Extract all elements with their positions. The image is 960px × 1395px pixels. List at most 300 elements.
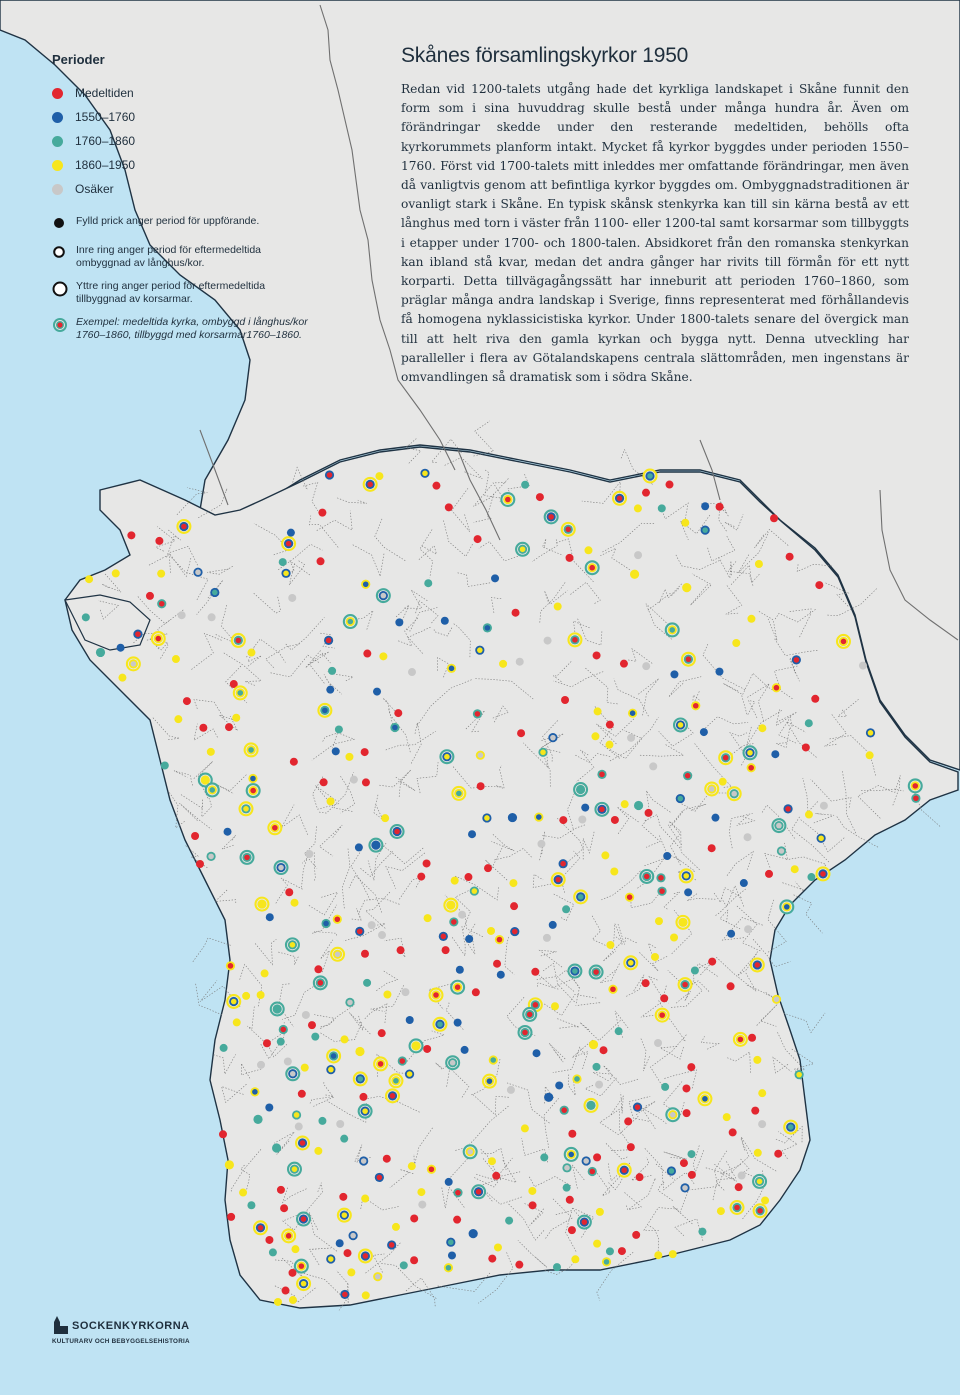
church-marker — [296, 1276, 311, 1291]
church-marker — [445, 1055, 460, 1070]
church-marker — [507, 1086, 515, 1094]
church-marker — [704, 781, 719, 796]
church-marker — [510, 902, 518, 910]
example-marker-icon — [52, 317, 68, 337]
church-marker — [390, 824, 405, 839]
church-marker — [291, 1245, 299, 1253]
church-marker — [353, 1071, 368, 1086]
church-marker — [518, 1025, 533, 1040]
church-marker — [375, 1173, 384, 1182]
church-marker — [753, 1203, 768, 1218]
church-marker — [620, 660, 628, 668]
church-marker — [387, 1240, 396, 1249]
church-marker — [815, 581, 823, 589]
church-marker — [417, 873, 425, 881]
church-marker — [112, 569, 120, 577]
church-marker — [205, 782, 220, 797]
church-marker — [634, 551, 642, 559]
legend-period-item — [52, 105, 312, 129]
church-marker — [568, 1130, 576, 1138]
church-marker — [688, 1171, 696, 1179]
church-marker — [723, 1113, 731, 1121]
church-marker — [681, 652, 696, 667]
church-marker — [537, 840, 545, 848]
church-marker — [385, 1088, 400, 1103]
church-marker — [450, 980, 465, 995]
church-marker — [531, 968, 539, 976]
church-marker — [684, 888, 692, 896]
church-marker — [727, 786, 742, 801]
church-marker — [765, 870, 773, 878]
church-marker — [682, 583, 691, 592]
church-marker — [117, 644, 125, 652]
church-marker — [792, 655, 801, 664]
church-marker — [670, 670, 678, 678]
church-marker — [477, 782, 485, 790]
church-marker — [795, 1070, 804, 1079]
church-marker — [584, 546, 592, 554]
church-marker — [226, 994, 241, 1009]
church-marker — [326, 1254, 335, 1263]
church-marker — [390, 723, 399, 732]
church-marker — [701, 502, 709, 510]
church-marker — [544, 1093, 553, 1102]
legend-title: Perioder — [52, 52, 105, 67]
legend-note-inner-ring — [52, 244, 312, 270]
church-marker — [509, 879, 517, 887]
filled-dot-icon — [52, 216, 68, 234]
church-marker — [483, 623, 492, 632]
church-marker — [298, 1090, 306, 1098]
church-marker — [752, 1174, 767, 1189]
church-marker — [277, 1186, 285, 1194]
church-marker — [345, 998, 354, 1007]
church-marker — [597, 770, 606, 779]
church-marker — [349, 1231, 358, 1240]
church-marker — [361, 950, 369, 958]
church-marker — [193, 568, 202, 577]
church-marker — [680, 1159, 688, 1167]
church-marker — [335, 725, 343, 733]
church-marker — [274, 1298, 282, 1306]
church-marker — [482, 813, 491, 822]
church-marker — [687, 1150, 695, 1158]
church-marker — [269, 1248, 277, 1256]
church-marker — [394, 709, 402, 717]
church-marker — [451, 786, 466, 801]
church-marker — [670, 934, 678, 942]
church-marker — [340, 1290, 349, 1299]
church-marker — [359, 1093, 367, 1101]
church-marker — [779, 899, 794, 914]
legend-note-text: Inre ring anger period för eftermedeltida ombyggnad av långhus/kor. — [76, 244, 262, 269]
church-marker — [627, 734, 635, 742]
church-marker — [458, 911, 466, 919]
church-marker — [606, 721, 614, 729]
church-marker — [493, 960, 501, 968]
church-marker — [161, 761, 169, 769]
church-marker — [624, 1117, 632, 1125]
church-marker — [475, 646, 484, 655]
church-marker — [343, 614, 358, 629]
church-marker — [82, 613, 90, 621]
church-marker — [665, 1107, 680, 1122]
church-marker — [254, 897, 269, 912]
church-marker — [253, 1220, 268, 1235]
church-marker — [347, 1268, 355, 1276]
church-marker — [151, 631, 166, 646]
church-marker — [708, 958, 716, 966]
church-marker — [397, 946, 405, 954]
church-marker — [639, 869, 654, 884]
logo-name: SOCKENKYRKORNA — [72, 1320, 190, 1332]
church-marker — [593, 1240, 601, 1248]
church-marker — [610, 867, 618, 875]
church-marker — [820, 802, 828, 810]
church-marker — [447, 664, 456, 673]
church-marker — [515, 1261, 523, 1269]
legend-note-outer-ring — [52, 280, 312, 306]
church-marker — [267, 820, 282, 835]
church-marker — [285, 937, 300, 952]
church-marker — [711, 814, 719, 822]
church-marker — [643, 469, 658, 484]
church-marker — [363, 650, 371, 658]
church-marker — [572, 1074, 581, 1083]
church-marker — [401, 988, 409, 996]
church-marker — [423, 859, 431, 867]
church-marker — [563, 1184, 571, 1192]
church-marker — [529, 1201, 537, 1209]
church-marker — [908, 778, 923, 793]
church-marker — [718, 750, 733, 765]
church-marker — [687, 1063, 695, 1071]
church-marker — [270, 1001, 285, 1016]
church-marker — [618, 1247, 626, 1255]
church-marker — [735, 1183, 743, 1191]
church-marker — [446, 1238, 455, 1247]
church-marker — [577, 1215, 592, 1230]
church-marker — [676, 794, 685, 803]
church-marker — [155, 537, 163, 545]
church-marker — [758, 1120, 766, 1128]
church-marker — [332, 747, 340, 755]
church-marker — [505, 1217, 513, 1225]
church-marker — [729, 1128, 737, 1136]
church-marker — [636, 1173, 644, 1181]
church-marker — [573, 889, 588, 904]
legend-period-item — [52, 81, 312, 105]
church-marker — [231, 633, 246, 648]
church-marker — [495, 935, 504, 944]
legend-notes — [52, 215, 312, 342]
church-marker — [361, 1195, 369, 1203]
church-marker — [305, 850, 313, 858]
church-marker — [126, 656, 141, 671]
church-marker — [600, 1046, 608, 1054]
church-marker — [544, 637, 552, 645]
church-marker — [410, 1214, 418, 1222]
church-marker — [328, 667, 336, 675]
church-marker — [663, 852, 671, 860]
church-marker — [327, 797, 335, 805]
church-marker — [654, 1251, 662, 1259]
church-marker — [497, 971, 505, 979]
church-marker — [594, 707, 602, 715]
church-marker — [324, 636, 333, 645]
church-marker — [508, 813, 517, 822]
church-marker — [274, 860, 289, 875]
church-marker — [225, 723, 233, 731]
legend-period-item — [52, 177, 312, 201]
church-marker — [314, 1147, 322, 1155]
church-marker — [314, 965, 322, 973]
church-marker — [233, 1018, 241, 1026]
legend-periods — [52, 81, 312, 201]
church-marker — [265, 1236, 273, 1244]
church-marker — [601, 851, 609, 859]
church-marker — [744, 925, 752, 933]
church-marker — [549, 921, 557, 929]
church-marker — [464, 873, 472, 881]
church-marker — [807, 873, 815, 881]
church-marker — [499, 660, 507, 668]
church-marker — [859, 662, 867, 670]
church-marker — [423, 1045, 431, 1053]
church-marker — [555, 1081, 563, 1089]
church-marker — [282, 1287, 290, 1295]
church-marker — [340, 1035, 348, 1043]
church-marker — [482, 1074, 497, 1089]
church-marker — [176, 519, 191, 534]
church-marker — [291, 899, 299, 907]
church-marker — [157, 599, 166, 608]
church-marker — [655, 917, 663, 925]
church-marker — [649, 762, 657, 770]
parish-border — [196, 983, 223, 1015]
church-marker — [468, 830, 476, 838]
church-marker — [805, 811, 813, 819]
church-marker — [698, 1228, 706, 1236]
church-marker — [469, 1229, 478, 1238]
church-marker — [133, 630, 142, 639]
church-marker — [617, 1163, 632, 1178]
church-marker — [817, 834, 826, 843]
church-marker — [544, 509, 559, 524]
church-marker — [627, 1143, 635, 1151]
church-marker — [355, 927, 364, 936]
church-marker — [246, 783, 261, 798]
church-marker — [754, 1149, 762, 1157]
map-title: Skånes församlingskyrkor 1950 — [401, 44, 689, 67]
church-marker — [715, 668, 723, 676]
church-marker — [774, 1150, 782, 1158]
church-marker — [540, 1153, 548, 1161]
church-marker — [232, 714, 240, 722]
church-marker — [206, 852, 215, 861]
church-marker — [488, 1255, 496, 1263]
church-marker — [320, 778, 328, 786]
legend-note-text: Yttre ring anger period för eftermedeltida tillbyggnad av korsarmar. — [76, 280, 266, 305]
church-marker — [747, 615, 755, 623]
church-marker — [606, 1247, 614, 1255]
church-marker — [340, 1135, 348, 1143]
church-marker — [362, 778, 370, 786]
church-marker — [472, 988, 480, 996]
church-logo-icon — [52, 1314, 68, 1334]
church-marker — [418, 1201, 426, 1209]
church-marker — [755, 560, 763, 568]
church-marker — [96, 648, 105, 657]
church-marker — [751, 1107, 759, 1115]
church-marker — [588, 1167, 597, 1176]
church-marker — [127, 531, 135, 539]
church-marker — [336, 1239, 344, 1247]
church-marker — [272, 1143, 281, 1152]
church-marker — [285, 888, 293, 896]
church-marker — [257, 1061, 265, 1069]
church-marker — [383, 991, 391, 999]
church-marker — [313, 975, 328, 990]
church-marker — [585, 560, 600, 575]
church-marker — [253, 1115, 262, 1124]
church-marker — [287, 1162, 302, 1177]
church-marker — [744, 833, 752, 841]
church-marker — [665, 481, 673, 489]
church-marker — [463, 1144, 478, 1159]
church-marker — [339, 1193, 347, 1201]
church-marker — [866, 728, 875, 737]
church-marker — [562, 1163, 571, 1172]
church-marker — [432, 1017, 447, 1032]
church-marker — [657, 887, 666, 896]
church-marker — [358, 1248, 373, 1263]
church-marker — [359, 1156, 368, 1165]
church-marker — [559, 859, 568, 868]
church-marker — [261, 969, 269, 977]
church-marker — [220, 1044, 228, 1052]
church-marker — [606, 941, 614, 949]
church-marker — [593, 1153, 601, 1161]
legend-period-label: 1550–1760 — [75, 110, 136, 124]
church-marker — [836, 634, 851, 649]
church-marker — [239, 1189, 247, 1197]
church-marker — [683, 771, 692, 780]
church-marker — [318, 509, 326, 517]
church-marker — [583, 1098, 598, 1113]
church-marker — [424, 914, 432, 922]
logo-subtitle: KULTURARV OCH BEBYGGELSEHISTORIA — [52, 1338, 190, 1345]
church-marker — [772, 683, 781, 692]
church-marker — [667, 1166, 676, 1175]
church-marker — [567, 964, 582, 979]
church-marker — [589, 965, 604, 980]
church-marker — [363, 979, 371, 987]
church-marker — [488, 1157, 496, 1165]
church-marker — [515, 542, 530, 557]
church-marker — [727, 982, 735, 990]
church-marker — [317, 703, 332, 718]
church-marker — [489, 1055, 498, 1064]
church-marker — [516, 658, 524, 666]
church-marker — [678, 977, 693, 992]
church-marker — [708, 844, 716, 852]
church-marker — [373, 1272, 382, 1281]
church-marker — [772, 995, 781, 1004]
church-marker — [196, 860, 204, 868]
church-marker — [442, 946, 450, 954]
church-marker — [233, 685, 248, 700]
church-marker — [536, 493, 544, 501]
church-marker — [758, 1089, 766, 1097]
inner-ring-icon — [52, 245, 68, 263]
church-marker — [445, 1178, 453, 1186]
church-marker — [449, 917, 458, 926]
church-marker — [248, 774, 257, 783]
church-marker — [242, 992, 250, 1000]
church-marker — [783, 804, 792, 813]
church-marker — [548, 733, 557, 742]
church-marker — [623, 955, 638, 970]
church-marker — [593, 651, 601, 659]
church-marker — [651, 953, 659, 961]
legend-note-filled — [52, 215, 312, 234]
church-marker — [373, 688, 381, 696]
period-dot-icon — [52, 160, 63, 171]
church-marker — [350, 776, 358, 784]
church-marker — [257, 991, 265, 999]
church-marker — [484, 864, 492, 872]
church-marker — [398, 1056, 407, 1065]
church-marker — [642, 489, 650, 497]
church-marker — [642, 662, 650, 670]
period-dot-icon — [52, 88, 63, 99]
church-marker — [311, 1033, 319, 1041]
church-marker — [361, 580, 370, 589]
church-marker — [227, 1213, 235, 1221]
church-marker — [417, 1188, 425, 1196]
church-marker — [562, 905, 570, 913]
church-marker — [582, 1156, 591, 1165]
church-marker — [564, 1147, 579, 1162]
church-marker — [567, 632, 582, 647]
church-marker — [395, 618, 403, 626]
church-marker — [682, 1084, 690, 1092]
church-marker — [451, 877, 459, 885]
church-marker — [655, 1008, 670, 1023]
church-marker — [308, 1021, 316, 1029]
church-marker — [379, 652, 387, 660]
church-marker — [408, 668, 416, 676]
church-marker — [538, 748, 547, 757]
legend — [52, 52, 312, 352]
church-marker — [758, 724, 766, 732]
church-marker — [432, 482, 440, 490]
church-marker — [581, 804, 589, 812]
church-marker — [388, 1073, 403, 1088]
church-marker — [591, 732, 599, 740]
church-marker — [439, 749, 454, 764]
church-marker — [330, 947, 345, 962]
period-dot-icon — [52, 112, 63, 123]
church-marker — [85, 575, 93, 583]
church-marker — [453, 1188, 462, 1197]
church-marker — [691, 701, 700, 710]
church-marker — [284, 1057, 292, 1065]
church-marker — [815, 866, 830, 881]
church-marker — [673, 717, 688, 732]
period-dot-icon — [52, 184, 63, 195]
